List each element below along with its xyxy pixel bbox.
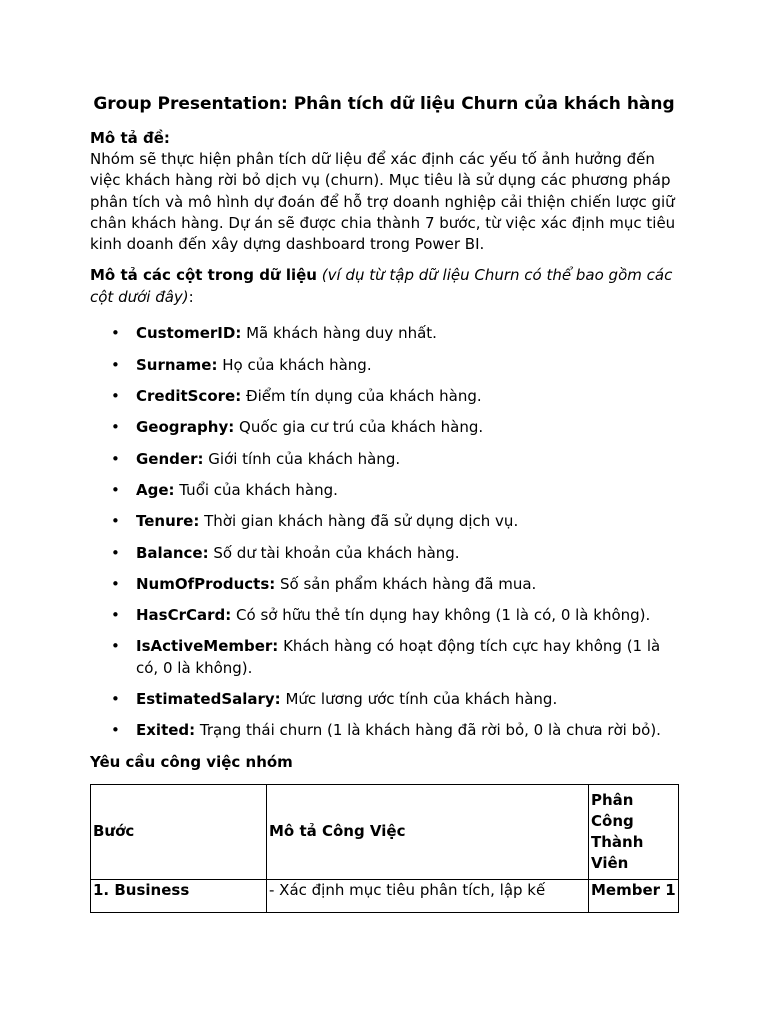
columns-heading-colon: :	[188, 287, 194, 306]
cell-member: Member 1	[589, 879, 679, 912]
field-name: Balance:	[136, 543, 209, 562]
list-item	[90, 574, 678, 595]
bullet: •	[111, 690, 120, 709]
field-name: Geography:	[136, 418, 235, 437]
bullet: •	[111, 449, 120, 468]
field-name: Exited:	[136, 721, 196, 740]
header-task-description: Mô tả Công Việc	[267, 784, 589, 879]
bullet: •	[111, 480, 120, 499]
table-row	[91, 879, 679, 912]
bullet: •	[111, 543, 120, 562]
field-list	[90, 323, 678, 741]
document-page	[90, 0, 678, 913]
field-name: EstimatedSalary:	[136, 690, 281, 709]
columns-note: (ví dụ từ tập dữ liệu Churn có thể bao gồm các cột dưới đây)	[90, 266, 673, 306]
field-desc: Họ của khách hàng.	[217, 355, 372, 374]
field-name: CustomerID:	[136, 324, 242, 343]
table-header-row	[91, 784, 679, 879]
list-item	[90, 543, 678, 564]
bullet: •	[111, 512, 120, 531]
field-desc: Thời gian khách hàng đã sử dụng dịch vụ.	[199, 512, 519, 531]
list-item	[90, 480, 678, 501]
field-name: Tenure:	[136, 512, 200, 531]
task-table	[90, 784, 679, 913]
field-desc: Số sản phẩm khách hàng đã mua.	[275, 574, 537, 593]
bullet: •	[111, 721, 120, 740]
field-desc: Quốc gia cư trú của khách hàng.	[234, 418, 484, 437]
field-name: Age:	[136, 480, 175, 499]
cell-step: 1. Business	[91, 879, 267, 912]
field-desc: Mã khách hàng duy nhất.	[241, 324, 437, 343]
bullet: •	[111, 324, 120, 343]
page-title: Group Presentation: Phân tích dữ liệu Churn của khách hàng	[93, 94, 675, 114]
field-desc: Tuổi của khách hàng.	[174, 480, 338, 499]
field-name: IsActiveMember:	[136, 637, 279, 656]
description-text: Nhóm sẽ thực hiện phân tích dữ liệu để xác định các yếu tố ảnh hưởng đến việc khách hàng rời bỏ dịch vụ (churn). Mục tiêu là sử dụng các phương pháp phân tích và mô hình dự đoán để hỗ trợ doanh nghiệp cải thiện chiến lược giữ chân khách hàng. Dự án sẽ được chia thành 7 bước, từ việc xác định mục tiêu kinh doanh đến xây dựng dashboard trong Power BI.	[90, 150, 676, 254]
list-item	[90, 386, 678, 407]
header-step: Bước	[91, 784, 267, 879]
field-name: Surname:	[136, 355, 218, 374]
bullet: •	[111, 418, 120, 437]
field-desc: Điểm tín dụng của khách hàng.	[241, 387, 482, 406]
list-item	[90, 511, 678, 532]
field-name: HasCrCard:	[136, 606, 232, 625]
cell-task: - Xác định mục tiêu phân tích, lập kế	[267, 879, 589, 912]
list-item	[90, 720, 678, 741]
description-heading: Mô tả đề:	[90, 129, 170, 147]
bullet: •	[111, 574, 120, 593]
field-desc: Trạng thái churn (1 là khách hàng đã rời bỏ, 0 là chưa rời bỏ).	[195, 721, 661, 740]
field-desc: Có sở hữu thẻ tín dụng hay không (1 là có, 0 là không).	[231, 606, 651, 625]
field-desc: Mức lương ước tính của khách hàng.	[280, 690, 558, 709]
columns-heading-line	[90, 265, 678, 308]
list-item	[90, 689, 678, 710]
bullet: •	[111, 355, 120, 374]
field-name: NumOfProducts:	[136, 574, 276, 593]
list-item	[90, 355, 678, 376]
field-desc: Khách hàng có hoạt động tích cực hay không (1 là có, 0 là không).	[136, 637, 661, 677]
list-item	[90, 449, 678, 470]
list-item	[90, 636, 678, 679]
field-name: Gender:	[136, 449, 204, 468]
field-desc: Số dư tài khoản của khách hàng.	[208, 543, 460, 562]
bullet: •	[111, 387, 120, 406]
field-name: CreditScore:	[136, 387, 242, 406]
columns-heading: Mô tả các cột trong dữ liệu	[90, 266, 317, 285]
list-item	[90, 323, 678, 344]
list-item	[90, 605, 678, 626]
field-desc: Giới tính của khách hàng.	[203, 449, 401, 468]
requirements-heading: Yêu cầu công việc nhóm	[90, 752, 293, 771]
list-item	[90, 417, 678, 438]
bullet: •	[111, 606, 120, 625]
header-member-assignment: Phân Công Thành Viên	[589, 784, 679, 879]
bullet: •	[111, 637, 120, 656]
